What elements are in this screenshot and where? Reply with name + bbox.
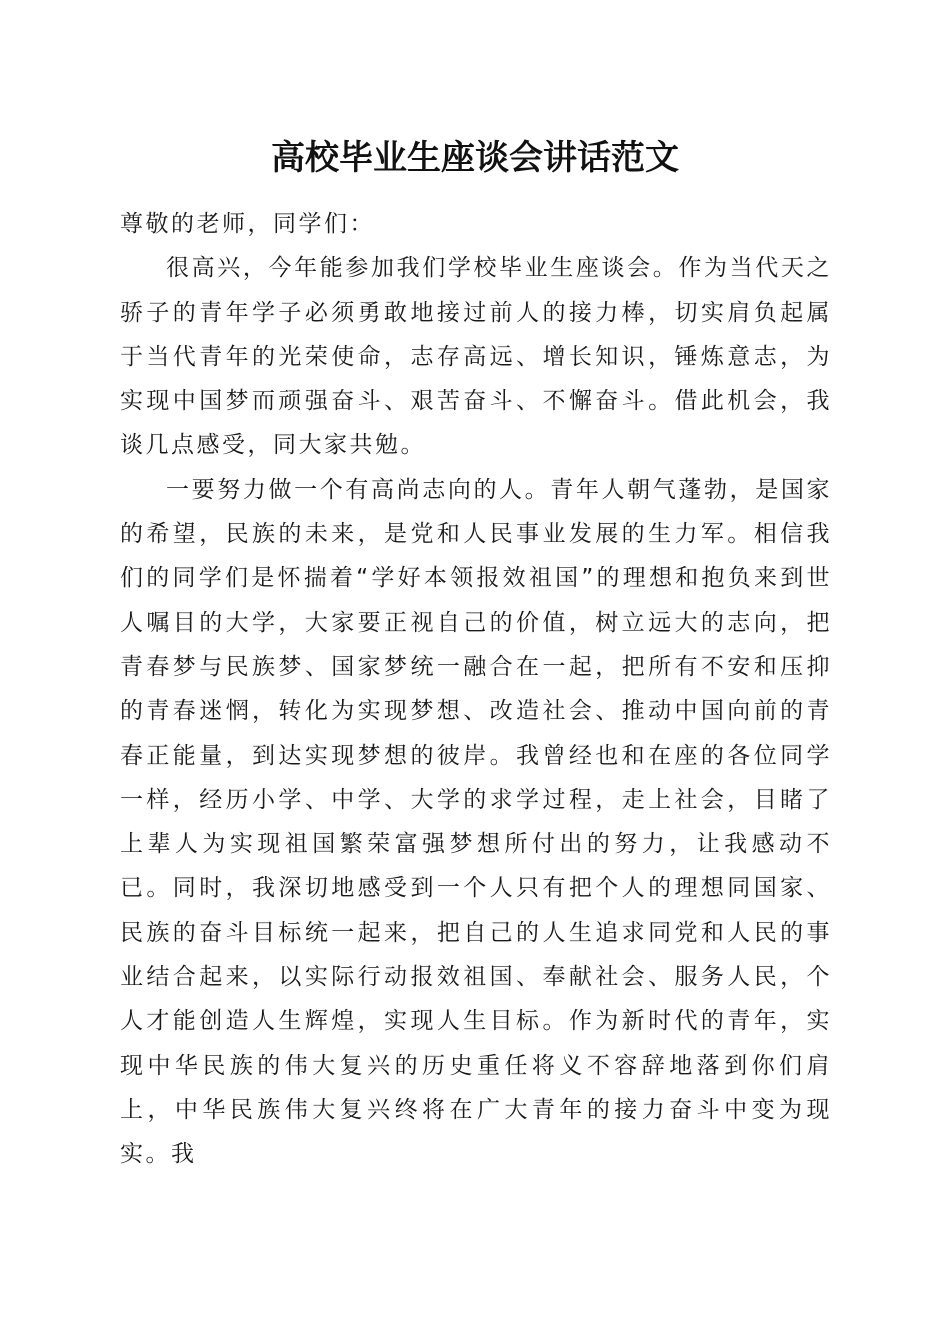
salutation: 尊敬的老师，同学们： [120, 211, 375, 237]
paragraph-first-point: 一要努力做一个有高尚志向的人。青年人朝气蓬勃，是国家的希望，民族的未来，是党和人民事业发展的生力军。相信我们的同学们是怀揣着“学好本领报效祖国”的理想和抱负来到世人嘱目的大学，大家要正视自己的价值，树立远大的志向，把青春梦与民族梦、国家梦统一融合在一起，把所有不安和压抑的青春迷惘，转化为实现梦想、改造社会、推动中国向前的青春正能量，到达实现梦想的彼岸。我曾经也和在座的各位同学一样，经历小学、中学、大学的求学过程，走上社会，目睹了上辈人为实现祖国繁荣富强梦想所付出的努力，让我感动不已。同时，我深切地感受到一个人只有把个人的理想同国家、民族的奋斗目标统一起来，把自己的人生追求同党和人民的事业结合起来，以实际行动报效祖国、奉献社会、服务人民，个人才能创造人生辉煌，实现人生目标。作为新时代的青年，实现中华民族的伟大复兴的历史重任将义不容辞地落到你们肩上，中华民族伟大复兴终将在广大青年的接力奋斗中变为现实。我 [120, 476, 832, 1168]
document-title: 高校毕业生座谈会讲话范文 [271, 138, 679, 178]
document-body [120, 202, 832, 1177]
paragraph-intro: 很高兴，今年能参加我们学校毕业生座谈会。作为当代天之骄子的青年学子必须勇敢地接过前人的接力棒，切实肩负起属于当代青年的光荣使命，志存高远、增长知识，锤炼意志，为实现中国梦而顽强奋斗、艰苦奋斗、不懈奋斗。借此机会，我谈几点感受，同大家共勉。 [120, 255, 832, 459]
